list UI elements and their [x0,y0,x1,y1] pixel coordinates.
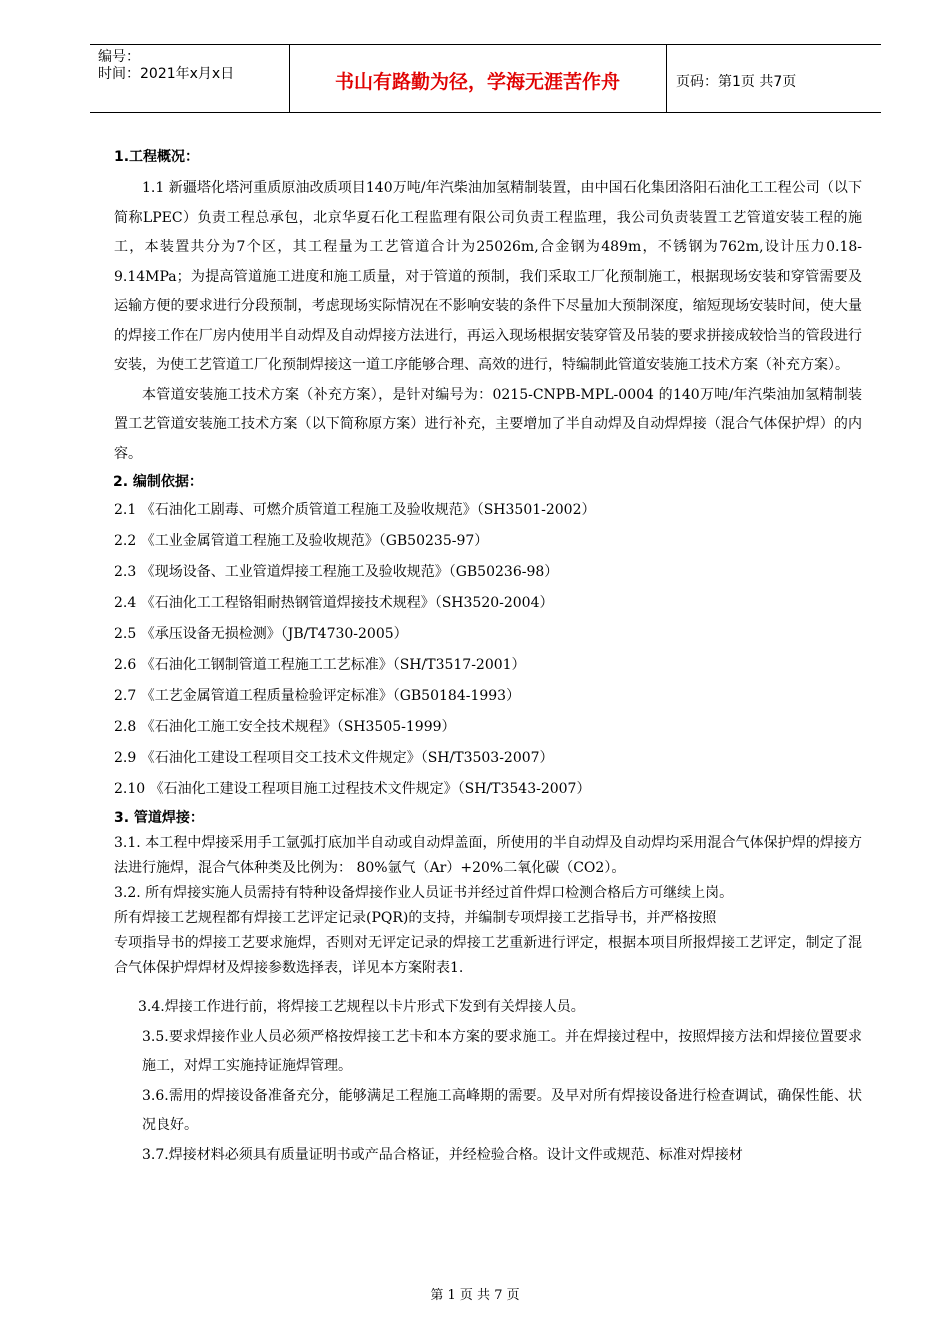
section-3-paragraph: 专项指导书的焊接工艺要求施焊，否则对无评定记录的焊接工艺重新进行评定，根据本项目所报焊接工艺评定，制定了混合气体保护焊焊材及焊接参数选择表，详见本方案附表1. [114,935,862,976]
reference-item: 2.2 《工业金属管道工程施工及验收规范》（GB50235-97） [114,533,489,549]
section-3-title: 3. 管道焊接： [114,810,204,826]
reference-item: 2.1 《石油化工剧毒、可燃介质管道工程施工及验收规范》（SH3501-2002） [114,502,596,518]
reference-item: 2.5 《承压设备无损检测》（JB/T4730-2005） [114,626,408,642]
reference-item: 2.9 《石油化工建设工程项目交工技术文件规定》（SH/T3503-2007） [114,750,554,766]
section-2-title: 2. 编制依据： [113,474,203,490]
reference-item: 2.8 《石油化工施工安全技术规程》（SH3505-1999） [114,719,456,735]
section-1-paragraph: 本管道安装施工技术方案（补充方案），是针对编号为：0215-CNPB-MPL-0004 的140万吨/年汽柴油加氢精制装置工艺管道安装施工技术方案（以下简称原方案）进行补充，主要增加了半自动焊及自动焊焊接（混合气体保护焊）的内容。 [114,386,862,462]
section-3-paragraph: 3.6.需用的焊接设备准备充分，能够满足工程施工高峰期的需要。及早对所有焊接设备进行检查调试，确保性能、状况良好。 [142,1087,862,1133]
section-3-paragraph: 所有焊接工艺规程都有焊接工艺评定记录(PQR)的支持，并编制专项焊接工艺指导书，并严格按照 [114,910,717,926]
section-3-paragraph: 3.7.焊接材料必须具有质量证明书或产品合格证，并经检验合格。设计文件或规范、标准对焊接材 [142,1146,743,1163]
reference-item: 2.3 《现场设备、工业管道焊接工程施工及验收规范》（GB50236-98） [114,564,559,580]
reference-item: 2.10 《石油化工建设工程项目施工过程技术文件规定》（SH/T3543-2007） [114,781,591,797]
reference-item: 2.6 《石油化工钢制管道工程施工工艺标准》（SH/T3517-2001） [114,657,526,673]
header-motto: 书山有路勤为径，学海无涯苦作舟 [334,71,620,93]
doc-time: 时间：2021年x月x日 [98,66,235,82]
reference-item: 2.7 《工艺金属管道工程质量检验评定标准》（GB50184-1993） [114,688,521,704]
section-3-paragraph: 3.5.要求焊接作业人员必须严格按焊接工艺卡和本方案的要求施工。并在焊接过程中，按照焊接方法和焊接位置要求施工，对焊工实施持证施焊管理。 [142,1028,862,1074]
page-header [90,44,881,113]
header-page-number: 页码：第1页 共7页 [676,74,797,90]
section-1-paragraph: 1.1 新疆塔化塔河重质原油改质项目140万吨/年汽柴油加氢精制装置，由中国石化集团洛阳石油化工工程公司（以下简称LPEC）负责工程总承包，北京华夏石化工程监理有限公司负责工程监理，我公司负责装置工艺管道安装工程的施工，本装置共分为7个区，其工程量为工艺管道合计为25026m,合金钢为489m，不锈钢为762m,设计压力0.18-9.14MPa；为提高管道施工进度和施工质量，对于管道的预制，我们采取工厂化预制施工，根据现场安装和穿管需要及运输方便的要求进行分段预制，考虑现场实际情况在不影响安装的条件下尽量加大预制深度，缩短现场安装时间，使大量的焊接工作在厂房内使用半自动焊及自动焊接方法进行，再运入现场根据安装穿管及吊装的要求拼接成较恰当的管段进行安装，为使工艺管道工厂化预制焊接这一道工序能够合理、高效的进行，特编制此管道安装施工技术方案（补充方案）。 [114,180,862,373]
section-1-title: 1.工程概况： [114,149,200,165]
reference-item: 2.4 《石油化工工程铬钼耐热钢管道焊接技术规程》（SH3520-2004） [114,595,554,611]
reference-list [114,495,862,805]
header-meta [98,49,283,83]
header-divider [666,45,667,112]
section-3-paragraph: 3.2. 所有焊接实施人员需持有特种设备焊接作业人员证书并经过首件焊口检测合格后方可继续上岗。 [114,885,734,901]
section-3-paragraph: 3.1. 本工程中焊接采用手工氩弧打底加半自动或自动焊盖面，所使用的半自动焊及自动焊均采用混合气体保护焊的焊接方法进行施焊，混合气体种类及比例为： 80%氩气（Ar）+20%二氧化碳（CO2）。 [114,835,862,876]
document-body [114,140,862,1170]
page-footer: 第 1 页 共 7 页 [430,1288,520,1303]
doc-number: 编号： [98,49,140,65]
section-3-paragraph: 3.4.焊接工作进行前，将焊接工艺规程以卡片形式下发到有关焊接人员。 [138,999,585,1015]
